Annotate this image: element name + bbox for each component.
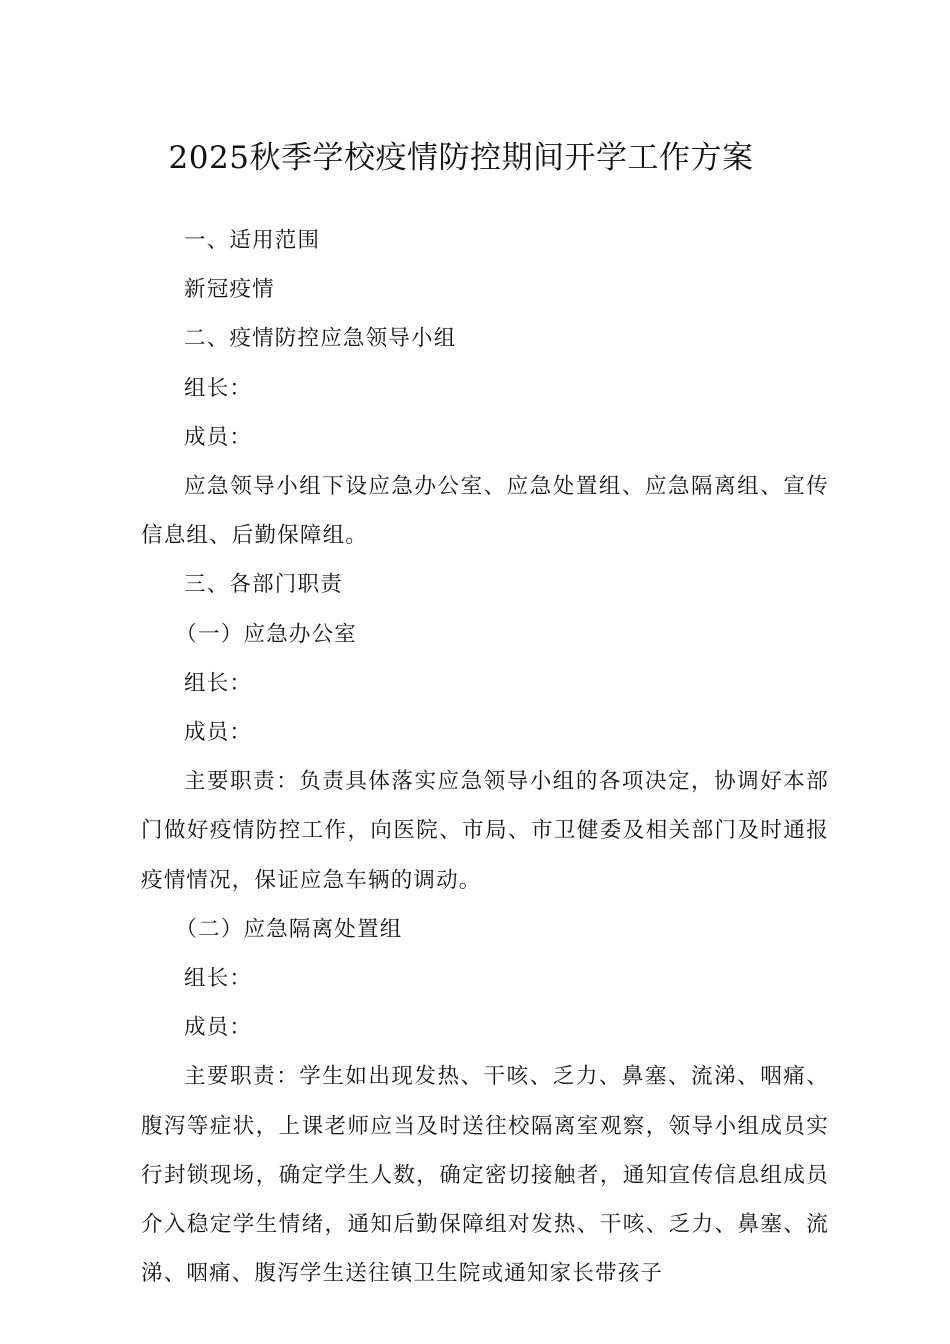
paragraph-isolation-members: 成员： [184,1015,253,1041]
paragraph-group-structure: 应急领导小组下设应急办公室、应急处置组、应急隔离组、宣传信息组、后勤保障组。 [141,474,829,549]
paragraph-office-duties: 主要职责：负责具体落实应急领导小组的各项决定，协调好本部门做好疫情防控工作，向医院、市局、市卫健委及相关部门及时通报疫情情况，保证应急车辆的调动。 [141,769,829,893]
subsection-heading-emergency-office: （一）应急办公室 [175,621,357,647]
paragraph-scope-content: 新冠疫情 [184,277,275,303]
paragraph-group-leader: 组长： [184,375,253,401]
section-heading-leadership-group: 二、疫情防控应急领导小组 [184,326,457,352]
paragraph-office-leader: 组长： [184,670,253,696]
document-title: 2025秋季学校疫情防控期间开学工作方案 [168,140,754,176]
paragraph-isolation-duties: 主要职责：学生如出现发热、干咳、乏力、鼻塞、流涕、咽痛、腹泻等症状，上课老师应当及时送往校隔离室观察，领导小组成员实行封锁现场，确定学生人数，确定密切接触者，通知宣传信息组成员介入稳定学生情绪，通知后勤保障组对发热、干咳、乏力、鼻塞、流涕、咽痛、腹泻学生送往镇卫生院或通知家长带孩子 [141,1064,829,1287]
paragraph-isolation-leader: 组长： [184,966,253,992]
document-body [141,216,829,1298]
section-heading-responsibilities: 三、各部门职责 [184,572,343,598]
paragraph-group-members: 成员： [184,424,253,450]
subsection-heading-isolation-group: （二）应急隔离处置组 [175,916,403,942]
paragraph-office-members: 成员： [184,720,253,746]
section-heading-scope: 一、适用范围 [184,228,321,253]
